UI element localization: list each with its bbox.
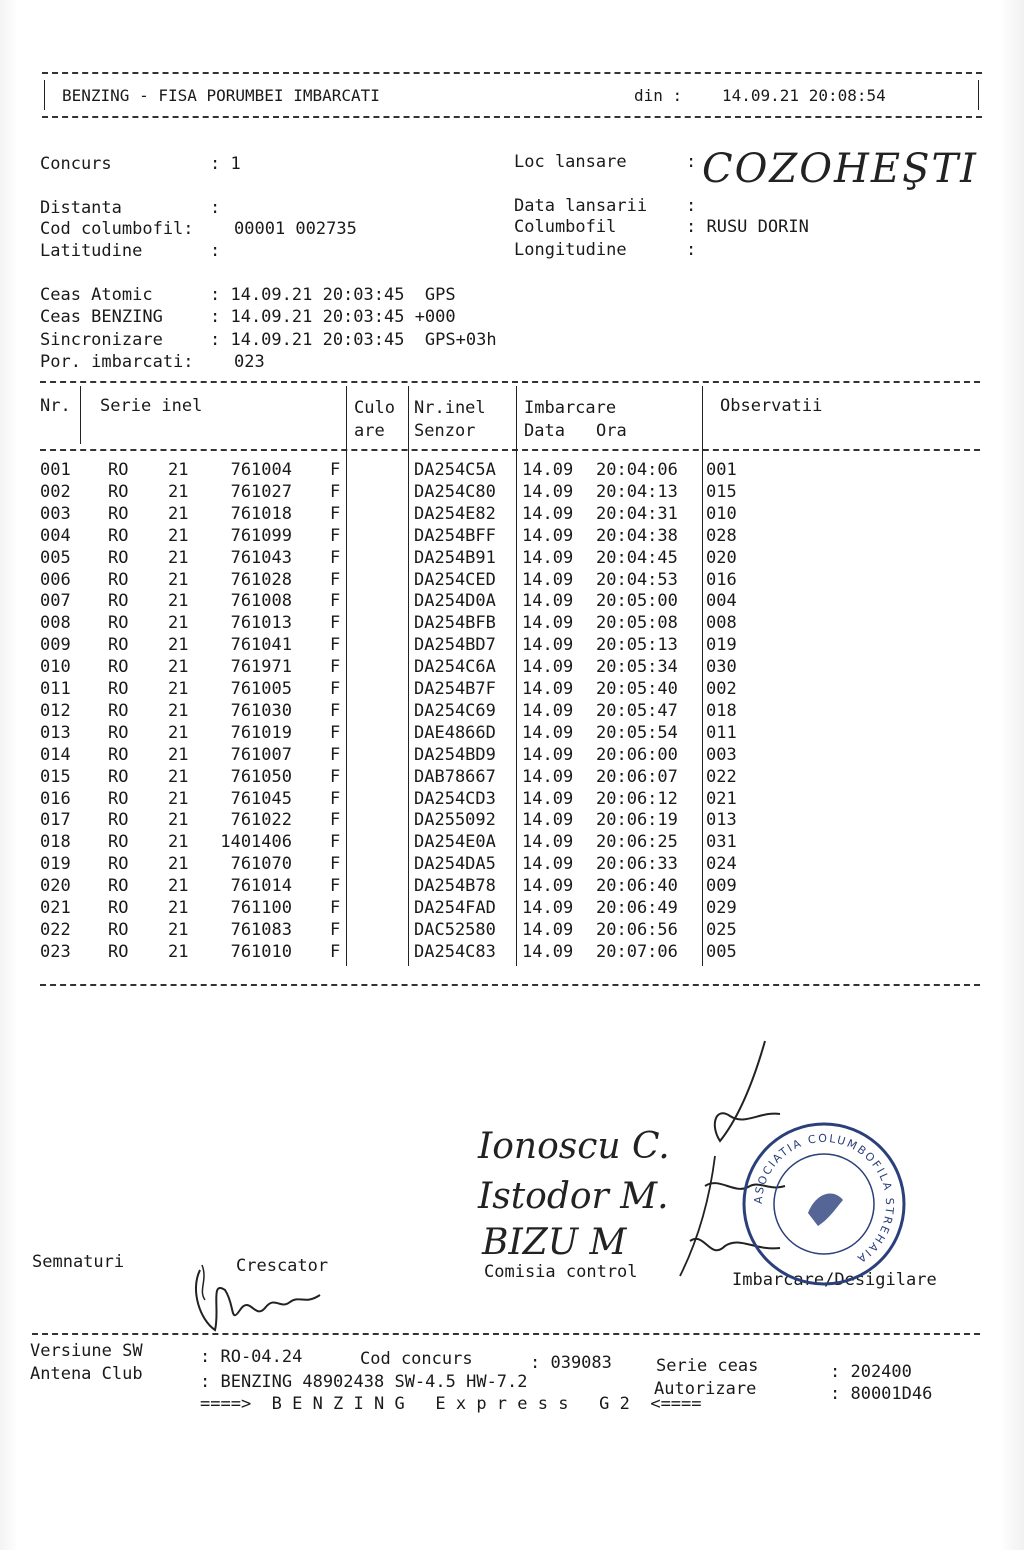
table-row [0, 898, 1024, 920]
col-data: Data [524, 421, 565, 441]
cell-ring: 761030 [230, 700, 292, 721]
cell-sensor: DA254B7F [414, 679, 496, 699]
cell-sex: F [330, 657, 341, 678]
cell-sensor: DA254DA5 [414, 854, 496, 875]
cell-ring: 761018 [230, 503, 292, 524]
cell-time: 20:06:25 [596, 832, 678, 853]
table-row [0, 591, 1024, 613]
cell-nr: 011 [40, 679, 71, 699]
cell-date: 14.09 [522, 547, 574, 568]
latitudine-value: : [210, 241, 221, 261]
table-row [0, 657, 1024, 679]
header-bottom-rule [42, 116, 982, 118]
cell-time: 20:04:31 [596, 503, 678, 524]
cell-time: 20:06:33 [596, 854, 678, 875]
cell-country: RO [108, 876, 129, 897]
cell-time: 20:06:56 [596, 919, 678, 940]
cell-observatii: 020 [706, 547, 737, 568]
cell-country: RO [108, 744, 129, 765]
cell-sex: F [330, 569, 341, 590]
cell-date: 14.09 [522, 898, 574, 918]
footer-rule [32, 1333, 980, 1335]
document-title: BENZING - FISA PORUMBEI IMBARCATI [62, 86, 380, 105]
cell-nr: 018 [40, 832, 71, 853]
cell-country: RO [108, 503, 129, 524]
col-culoare-1: Culo [354, 398, 395, 418]
cell-ring: 761043 [230, 547, 292, 568]
ceas-benzing-value: : 14.09.21 20:03:45 +000 [210, 307, 456, 327]
cell-sensor: DA254E0A [414, 832, 496, 853]
cell-nr: 003 [40, 503, 71, 524]
cell-country: RO [108, 460, 129, 480]
comisia-control-label: Comisia control [484, 1262, 638, 1282]
cell-sex: F [330, 679, 341, 699]
cell-sensor: DA254C5A [414, 460, 496, 480]
cell-ring: 761100 [230, 898, 292, 918]
cell-year: 21 [168, 722, 189, 743]
cell-year: 21 [168, 700, 189, 721]
cell-observatii: 029 [706, 898, 737, 918]
col-senzor: Senzor [414, 421, 476, 441]
cell-observatii: 013 [706, 810, 737, 831]
cell-date: 14.09 [522, 722, 574, 743]
cell-year: 21 [168, 919, 189, 940]
cell-sensor: DA255092 [414, 810, 496, 831]
cell-observatii: 019 [706, 635, 737, 656]
table-row [0, 876, 1024, 898]
cell-ring: 761022 [230, 810, 292, 831]
table-top-rule [40, 381, 980, 383]
cell-ring: 761005 [230, 679, 292, 699]
table-row [0, 832, 1024, 854]
cell-country: RO [108, 810, 129, 831]
table-row [0, 504, 1024, 526]
cell-time: 20:07:06 [596, 941, 678, 962]
cell-time: 20:05:00 [596, 591, 678, 612]
cell-observatii: 024 [706, 854, 737, 875]
cell-sensor: DA254C6A [414, 657, 496, 678]
cell-sex: F [330, 460, 341, 480]
cell-nr: 016 [40, 788, 71, 809]
cod-concurs-value: : 039083 [530, 1353, 612, 1373]
cell-ring: 761010 [230, 941, 292, 962]
cell-date: 14.09 [522, 525, 574, 546]
porumbei-imbarcati-value: 023 [234, 352, 265, 372]
concurs-label: Concurs [40, 154, 112, 174]
cell-country: RO [108, 547, 129, 568]
cell-observatii: 009 [706, 876, 737, 897]
cell-sex: F [330, 613, 341, 634]
cell-year: 21 [168, 503, 189, 524]
cell-time: 20:04:53 [596, 569, 678, 590]
table-row [0, 526, 1024, 548]
cell-nr: 002 [40, 481, 71, 502]
cell-year: 21 [168, 744, 189, 765]
cell-time: 20:06:40 [596, 876, 678, 897]
cell-time: 20:05:47 [596, 700, 678, 721]
latitudine-label: Latitudine [40, 241, 143, 261]
cell-country: RO [108, 722, 129, 743]
cell-date: 14.09 [522, 941, 574, 962]
table-row [0, 482, 1024, 504]
columbofil-value: : RUSU DORIN [686, 217, 809, 237]
cell-sensor: DAE4866D [414, 722, 496, 743]
semnaturi-label: Semnaturi [32, 1252, 125, 1272]
table-row [0, 789, 1024, 811]
cod-columbofil-value: 00001 002735 [234, 219, 357, 239]
cell-year: 21 [168, 613, 189, 634]
printed-at-label: din : [634, 86, 683, 105]
cell-time: 20:04:45 [596, 547, 678, 568]
cell-nr: 008 [40, 613, 71, 634]
cell-sex: F [330, 503, 341, 524]
club-stamp [738, 1118, 910, 1290]
ceas-atomic-label: Ceas Atomic [40, 285, 153, 305]
cell-time: 20:04:13 [596, 481, 678, 502]
cell-ring: 761028 [230, 569, 292, 590]
col-nr-inel: Nr.inel [414, 398, 486, 418]
stamp-text: ASOCIATIA COLUMBOFILA STREHAIA [751, 1131, 897, 1267]
cell-sex: F [330, 722, 341, 743]
cell-sensor: DA254BD9 [414, 744, 496, 765]
table-bottom-rule [40, 984, 980, 986]
cell-observatii: 021 [706, 788, 737, 809]
cell-country: RO [108, 613, 129, 634]
cell-nr: 021 [40, 898, 71, 918]
cell-date: 14.09 [522, 503, 574, 524]
cell-time: 20:05:13 [596, 635, 678, 656]
cell-observatii: 015 [706, 481, 737, 502]
cell-ring: 761050 [230, 766, 292, 787]
cell-date: 14.09 [522, 788, 574, 809]
cell-sex: F [330, 854, 341, 875]
cell-date: 14.09 [522, 679, 574, 699]
col-observatii: Observatii [720, 396, 823, 416]
header-right-border [978, 80, 979, 110]
serie-ceas-label: Serie ceas [656, 1356, 759, 1376]
cell-year: 21 [168, 941, 189, 962]
serie-ceas-value: : 202400 [830, 1362, 912, 1382]
cell-country: RO [108, 569, 129, 590]
loc-lansare-sep: : [686, 152, 697, 172]
imbarcare-desigilare-label: Imbarcare/Desigilare [732, 1270, 937, 1290]
table-row [0, 548, 1024, 570]
col-serie-inel: Serie inel [100, 396, 203, 416]
cell-year: 21 [168, 810, 189, 831]
porumbei-imbarcati-label: Por. imbarcati: [40, 352, 194, 372]
crescator-label: Crescator [236, 1256, 329, 1276]
col-imbarcare: Imbarcare [524, 398, 617, 418]
cell-sex: F [330, 525, 341, 546]
distanta-label: Distanta [40, 198, 122, 218]
cell-country: RO [108, 766, 129, 787]
table-row [0, 613, 1024, 635]
cell-sex: F [330, 481, 341, 502]
cell-country: RO [108, 788, 129, 809]
cell-sex: F [330, 898, 341, 918]
cell-ring: 761971 [230, 657, 292, 678]
cell-country: RO [108, 635, 129, 656]
cell-nr: 015 [40, 766, 71, 787]
cell-ring: 761070 [230, 854, 292, 875]
cell-year: 21 [168, 481, 189, 502]
cell-country: RO [108, 941, 129, 962]
cell-observatii: 022 [706, 766, 737, 787]
cell-year: 21 [168, 766, 189, 787]
header-left-border [44, 80, 45, 110]
cell-time: 20:04:38 [596, 525, 678, 546]
cell-date: 14.09 [522, 591, 574, 612]
table-row [0, 767, 1024, 789]
cell-sensor: DA254BFF [414, 525, 496, 546]
cell-year: 21 [168, 788, 189, 809]
cell-sex: F [330, 635, 341, 656]
cod-concurs-label: Cod concurs [360, 1349, 473, 1369]
cod-columbofil-label: Cod columbofil: [40, 219, 194, 239]
cell-time: 20:06:00 [596, 744, 678, 765]
table-row [0, 570, 1024, 592]
cell-year: 21 [168, 591, 189, 612]
cell-ring: 761008 [230, 591, 292, 612]
cell-time: 20:05:54 [596, 722, 678, 743]
cell-nr: 012 [40, 700, 71, 721]
cell-sex: F [330, 766, 341, 787]
sincronizare-value: : 14.09.21 20:03:45 GPS+03h [210, 330, 497, 350]
cell-nr: 009 [40, 635, 71, 656]
cell-observatii: 005 [706, 941, 737, 962]
cell-sex: F [330, 591, 341, 612]
cell-date: 14.09 [522, 919, 574, 940]
col-ora: Ora [596, 421, 627, 441]
cell-observatii: 031 [706, 832, 737, 853]
cell-time: 20:06:49 [596, 898, 678, 918]
antena-club-value: : BENZING 48902438 SW-4.5 HW-7.2 [200, 1372, 528, 1392]
cell-observatii: 011 [706, 722, 737, 743]
cell-ring: 761007 [230, 744, 292, 765]
cell-date: 14.09 [522, 744, 574, 765]
cell-country: RO [108, 657, 129, 678]
distanta-value: : [210, 198, 221, 218]
cell-year: 21 [168, 679, 189, 699]
cell-date: 14.09 [522, 613, 574, 634]
cell-ring: 761083 [230, 919, 292, 940]
cell-time: 20:05:40 [596, 679, 678, 699]
table-row [0, 920, 1024, 942]
longitudine-value: : [686, 240, 697, 260]
header-top-rule [42, 72, 982, 74]
cell-year: 21 [168, 547, 189, 568]
cell-nr: 019 [40, 854, 71, 875]
cell-country: RO [108, 898, 129, 918]
cell-date: 14.09 [522, 700, 574, 721]
cell-nr: 006 [40, 569, 71, 590]
autorizare-value: : 80001D46 [830, 1384, 933, 1404]
cell-observatii: 030 [706, 657, 737, 678]
table-row [0, 679, 1024, 701]
cell-country: RO [108, 591, 129, 612]
handwritten-name-3: BIZU M [482, 1222, 627, 1263]
cell-observatii: 001 [706, 460, 737, 480]
table-row [0, 745, 1024, 767]
sincronizare-label: Sincronizare [40, 330, 163, 350]
cell-date: 14.09 [522, 854, 574, 875]
cell-country: RO [108, 481, 129, 502]
cell-sex: F [330, 547, 341, 568]
cell-observatii: 002 [706, 679, 737, 699]
cell-sex: F [330, 810, 341, 831]
cell-observatii: 016 [706, 569, 737, 590]
cell-time: 20:05:08 [596, 613, 678, 634]
cell-nr: 023 [40, 941, 71, 962]
cell-sensor: DA254CED [414, 569, 496, 590]
cell-time: 20:05:34 [596, 657, 678, 678]
col-divider [80, 386, 81, 444]
cell-nr: 005 [40, 547, 71, 568]
cell-country: RO [108, 854, 129, 875]
table-row [0, 701, 1024, 723]
cell-sensor: DA254C80 [414, 481, 496, 502]
cell-date: 14.09 [522, 876, 574, 897]
cell-ring: 761019 [230, 722, 292, 743]
cell-date: 14.09 [522, 481, 574, 502]
cell-year: 21 [168, 525, 189, 546]
cell-ring: 761045 [230, 788, 292, 809]
cell-date: 14.09 [522, 766, 574, 787]
cell-nr: 017 [40, 810, 71, 831]
cell-sensor: DA254FAD [414, 898, 496, 918]
table-row [0, 723, 1024, 745]
cell-nr: 004 [40, 525, 71, 546]
cell-sensor: DA254E82 [414, 503, 496, 524]
concurs-value: : 1 [210, 154, 241, 174]
table-row [0, 635, 1024, 657]
cell-country: RO [108, 525, 129, 546]
cell-ring: 761099 [230, 525, 292, 546]
table-header-rule [40, 449, 980, 451]
cell-observatii: 018 [706, 700, 737, 721]
cell-sex: F [330, 919, 341, 940]
cell-date: 14.09 [522, 635, 574, 656]
autorizare-label: Autorizare [654, 1379, 757, 1399]
cell-date: 14.09 [522, 460, 574, 480]
cell-country: RO [108, 700, 129, 721]
cell-year: 21 [168, 898, 189, 918]
cell-observatii: 010 [706, 503, 737, 524]
cell-sex: F [330, 941, 341, 962]
cell-ring: 1401406 [220, 832, 292, 853]
cell-sex: F [330, 744, 341, 765]
cell-year: 21 [168, 657, 189, 678]
cell-ring: 761004 [230, 460, 292, 480]
antena-club-label: Antena Club [30, 1364, 143, 1384]
cell-ring: 761027 [230, 481, 292, 502]
col-nr: Nr. [40, 396, 71, 416]
cell-time: 20:06:12 [596, 788, 678, 809]
versiune-sw-label: Versiune SW [30, 1341, 143, 1361]
benzing-brand-line: ====> B E N Z I N G E x p r e s s G 2 <==== [200, 1394, 702, 1414]
data-lansarii-value: : [686, 196, 697, 216]
cell-time: 20:06:19 [596, 810, 678, 831]
cell-sensor: DA254B91 [414, 547, 496, 568]
table-row [0, 460, 1024, 482]
cell-sensor: DA254BFB [414, 613, 496, 634]
cell-year: 21 [168, 569, 189, 590]
cell-year: 21 [168, 635, 189, 656]
table-row [0, 942, 1024, 964]
printed-at-value: 14.09.21 20:08:54 [722, 86, 886, 105]
cell-nr: 014 [40, 744, 71, 765]
cell-ring: 761041 [230, 635, 292, 656]
longitudine-label: Longitudine [514, 240, 627, 260]
cell-country: RO [108, 679, 129, 699]
columbofil-label: Columbofil [514, 217, 617, 237]
versiune-sw-value: : RO-04.24 [200, 1347, 303, 1367]
cell-sensor: DA254D0A [414, 591, 496, 612]
cell-date: 14.09 [522, 657, 574, 678]
cell-sensor: DA254CD3 [414, 788, 496, 809]
data-lansarii-label: Data lansarii [514, 196, 648, 216]
cell-time: 20:06:07 [596, 766, 678, 787]
cell-country: RO [108, 832, 129, 853]
cell-sensor: DA254B78 [414, 876, 496, 897]
cell-nr: 010 [40, 657, 71, 678]
cell-time: 20:04:06 [596, 460, 678, 480]
cell-sensor: DA254C83 [414, 941, 496, 962]
table-row [0, 854, 1024, 876]
handwritten-name-1: Ionoscu C. [478, 1126, 670, 1167]
cell-sensor: DAB78667 [414, 766, 496, 787]
cell-date: 14.09 [522, 832, 574, 853]
cell-observatii: 003 [706, 744, 737, 765]
cell-nr: 020 [40, 876, 71, 897]
cell-nr: 013 [40, 722, 71, 743]
cell-sensor: DAC52580 [414, 919, 496, 940]
cell-sex: F [330, 876, 341, 897]
cell-observatii: 025 [706, 919, 737, 940]
cell-sex: F [330, 832, 341, 853]
cell-sex: F [330, 788, 341, 809]
ceas-atomic-value: : 14.09.21 20:03:45 GPS [210, 285, 456, 305]
ceas-benzing-label: Ceas BENZING [40, 307, 163, 327]
cell-observatii: 028 [706, 525, 737, 546]
cell-ring: 761014 [230, 876, 292, 897]
cell-nr: 007 [40, 591, 71, 612]
cell-ring: 761013 [230, 613, 292, 634]
cell-nr: 022 [40, 919, 71, 940]
cell-date: 14.09 [522, 810, 574, 831]
cell-year: 21 [168, 460, 189, 480]
cell-nr: 001 [40, 460, 71, 480]
cell-sensor: DA254C69 [414, 700, 496, 721]
cell-observatii: 008 [706, 613, 737, 634]
cell-sensor: DA254BD7 [414, 635, 496, 656]
cell-year: 21 [168, 832, 189, 853]
cell-observatii: 004 [706, 591, 737, 612]
col-culoare-2: are [354, 421, 385, 441]
cell-country: RO [108, 919, 129, 940]
loc-lansare-handwritten: COZOHEŞTI [702, 146, 978, 192]
cell-sex: F [330, 700, 341, 721]
crescator-signature [180, 1250, 340, 1340]
cell-date: 14.09 [522, 569, 574, 590]
cell-year: 21 [168, 876, 189, 897]
cell-year: 21 [168, 854, 189, 875]
loc-lansare-label: Loc lansare [514, 152, 627, 172]
table-row [0, 810, 1024, 832]
handwritten-name-2: Istodor M. [478, 1176, 669, 1217]
